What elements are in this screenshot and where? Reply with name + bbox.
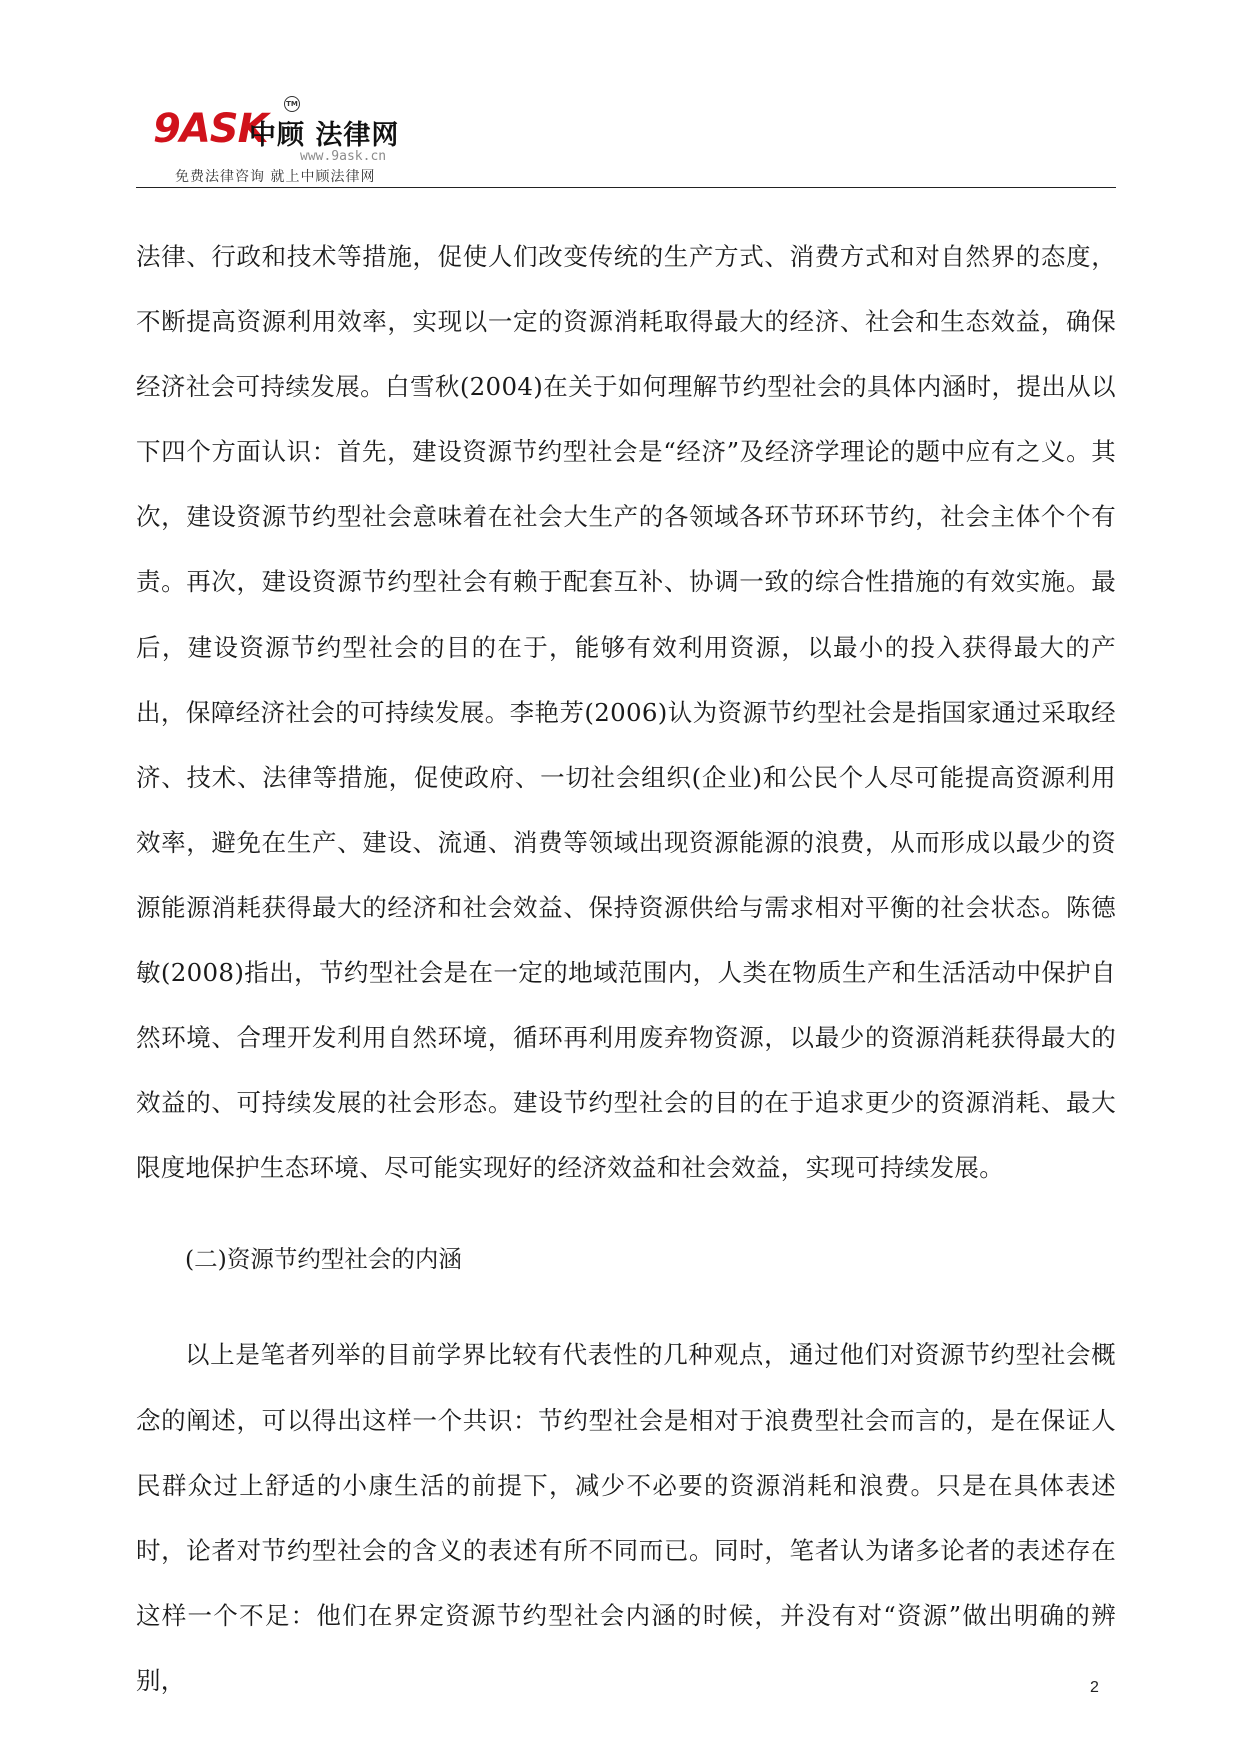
header-divider xyxy=(136,187,1116,188)
page-number: 2 xyxy=(1090,1679,1099,1696)
body-paragraph-2: 以上是笔者列举的目前学界比较有代表性的几种观点，通过他们对资源节约型社会概念的阐述，可以得出这样一个共识：节约型社会是相对于浪费型社会而言的，是在保证人民群众过上舒适的小康生活的前提下，减少不必要的资源消耗和浪费。只是在具体表述时，论者对节约型社会的含义的表述有所不同而已。同时，笔者认为诸多论者的表述存在这样一个不足：他们在界定资源节约型社会内涵的时候，并没有对“资源”做出明确的辨别， xyxy=(136,1340,1116,1695)
section-subheading: (二)资源节约型社会的内涵 xyxy=(185,1245,462,1274)
logo-tagline: 免费法律咨询 就上中顾法律网 xyxy=(175,169,376,185)
9ask-logo[interactable] xyxy=(153,100,453,185)
body-paragraph-1: 法律、行政和技术等措施，促使人们改变传统的生产方式、消费方式和对自然界的态度，不断提高资源利用效率，实现以一定的资源消耗取得最大的经济、社会和生态效益，确保经济社会可持续发展。白雪秋(2004)在关于如何理解节约型社会的具体内涵时，提出从以下四个方面认识：首先，建设资源节约型社会是“经济”及经济学理论的题中应有之义。其次，建设资源节约型社会意味着在社会大生产的各领域各环节环环节约，社会主体个个有责。再次，建设资源节约型社会有赖于配套互补、协调一致的综合性措施的有效实施。最后，建设资源节约型社会的目的在于，能够有效利用资源，以最小的投入获得最大的产出，保障经济社会的可持续发展。李艳芳(2006)认为资源节约型社会是指国家通过采取经济、技术、法律等措施，促使政府、一切社会组织(企业)和公民个人尽可能提高资源利用效率，避免在生产、建设、流通、消费等领域出现资源能源的浪费，从而形成以最少的资源能源消耗获得最大的经济和社会效益、保持资源供给与需求相对平衡的社会状态。陈德敏(2008)指出，节约型社会是在一定的地域范围内，人类在物质生产和生活活动中保护自然环境、合理开发利用自然环境，循环再利用废弃物资源，以最少的资源消耗获得最大的效益的、可持续发展的社会形态。建设节约型社会的目的在于追求更少的资源消耗、最大限度地保护生态环境、尽可能实现好的经济效益和社会效益，实现可持续发展。 xyxy=(136,242,1116,1183)
logo-chinese-name: 中顾 法律网 xyxy=(249,120,400,151)
page-header xyxy=(136,88,1116,188)
logo-url: www.9ask.cn xyxy=(300,149,387,164)
document-body xyxy=(136,224,1116,1713)
trademark-icon: TM xyxy=(284,96,300,112)
logo-mark: 9ASK xyxy=(153,106,268,152)
